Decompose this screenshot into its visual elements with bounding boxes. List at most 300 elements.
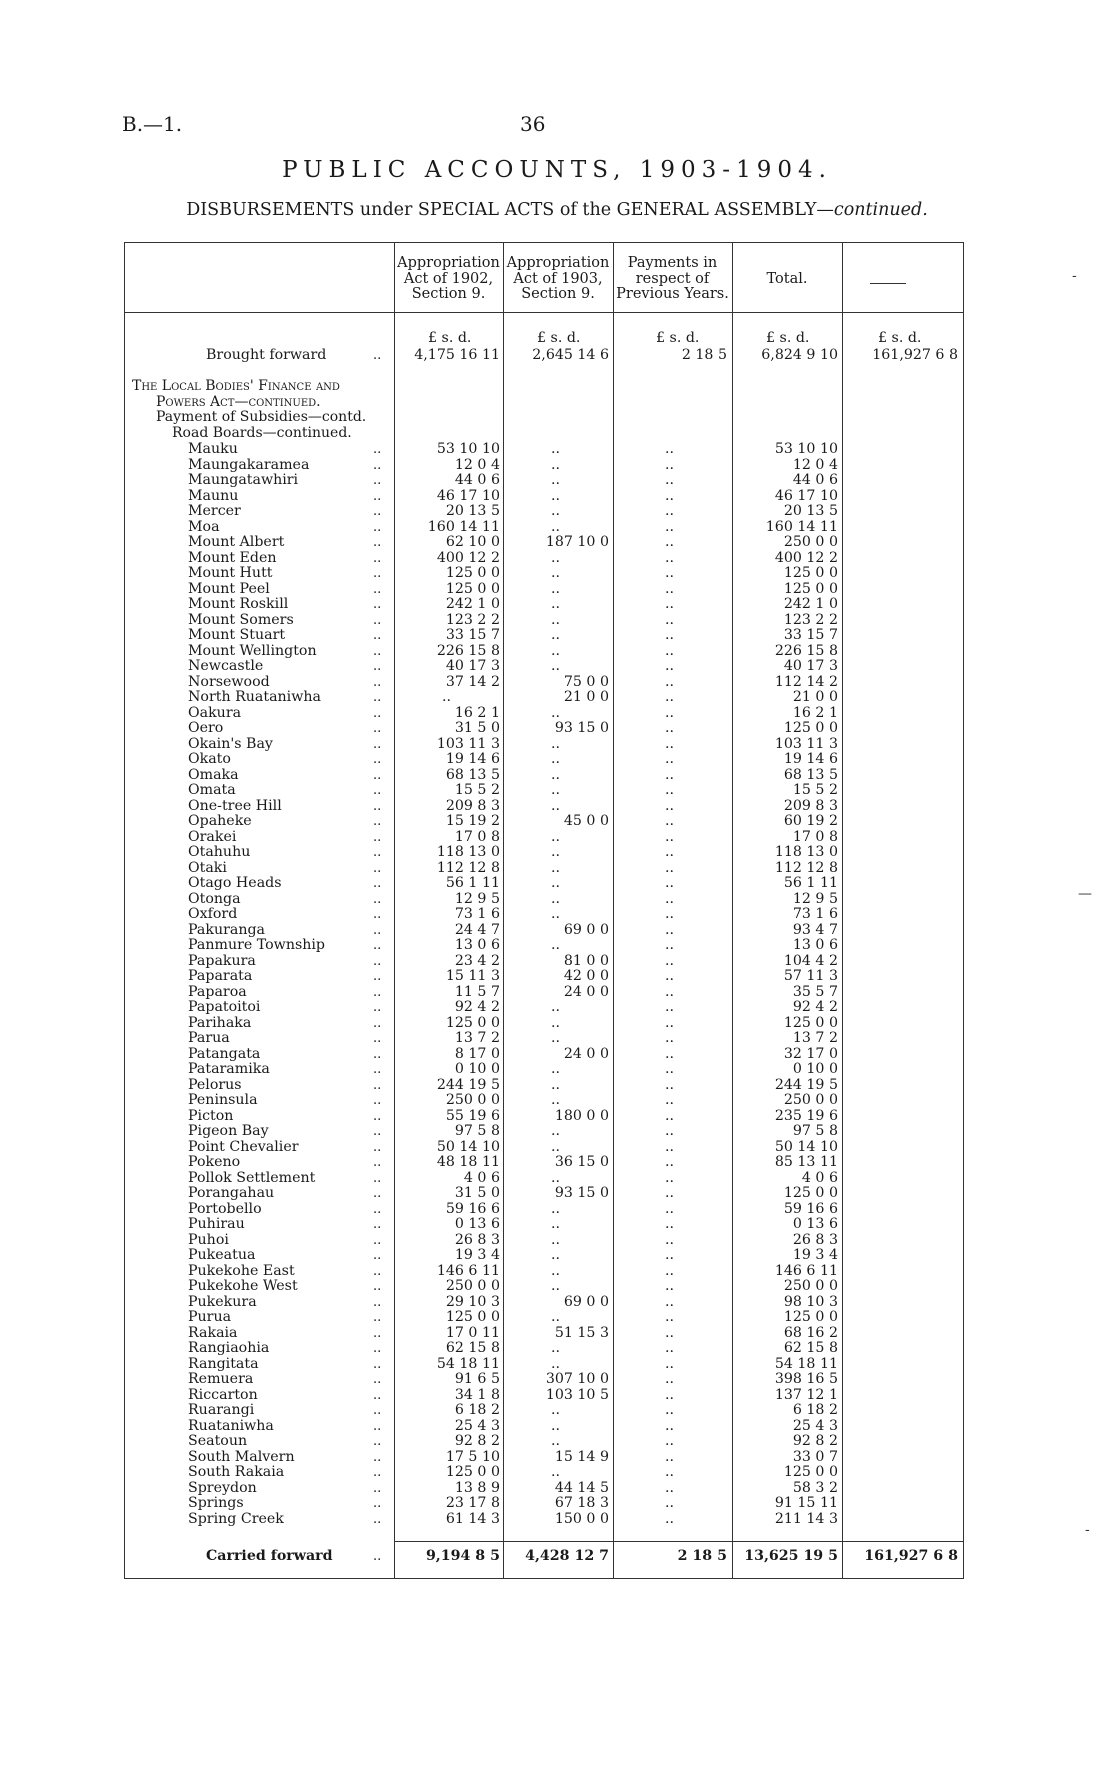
cell-total: 46 17 10 xyxy=(774,487,838,504)
leader-dots: .. xyxy=(373,752,382,767)
cell-a1902: 12 9 5 xyxy=(454,890,500,907)
cell-prev: .. xyxy=(665,828,675,845)
leader-dots: .. xyxy=(373,550,382,566)
cell-a1902: 12 0 4 xyxy=(454,456,500,473)
cell-prev: .. xyxy=(665,1479,675,1496)
cell-a1902: 118 13 0 xyxy=(436,844,500,860)
row-name: Purua xyxy=(188,1309,232,1325)
leader-dots: .. xyxy=(373,907,382,922)
cell-a1903: 93 15 0 xyxy=(554,1185,609,1201)
cell-total: 97 5 8 xyxy=(792,1123,838,1139)
cell-a1903: .. xyxy=(551,766,561,783)
cell-a1903: .. xyxy=(551,1433,561,1449)
row-name: Pukeatua xyxy=(188,1247,256,1263)
cell-total: 16 2 1 xyxy=(792,704,838,721)
cell-a1902: 68 13 5 xyxy=(445,766,500,783)
cell-a1903: .. xyxy=(551,441,561,457)
row-name: Pigeon Bay xyxy=(188,1123,269,1139)
cell-a1903: 180 0 0 xyxy=(554,1107,609,1124)
leader-dots: .. xyxy=(373,1263,382,1279)
subtitle-italic: continued. xyxy=(833,200,928,220)
carried-forward-grand: 161,927 6 8 xyxy=(864,1548,958,1564)
brought-forward-total: 6,824 9 10 xyxy=(761,347,838,363)
carried-forward-a1903: 4,428 12 7 xyxy=(525,1548,609,1564)
cell-prev: .. xyxy=(665,1061,675,1077)
cell-total: 242 1 0 xyxy=(783,596,838,612)
leader-dots: .. xyxy=(373,1387,382,1403)
cell-a1902: 31 5 0 xyxy=(454,1185,500,1201)
leader-dots: .. xyxy=(373,1093,382,1108)
subtitle-main: DISBURSEMENTS under SPECIAL ACTS of the GENERAL ASSEMBLY— xyxy=(186,200,834,220)
cell-a1902: 13 7 2 xyxy=(454,1030,500,1046)
leader-dots: .. xyxy=(373,783,382,798)
leader-dots: .. xyxy=(373,581,382,597)
cell-prev: .. xyxy=(665,952,675,969)
cell-prev: .. xyxy=(665,456,675,473)
page-code: B.—1. xyxy=(122,112,183,136)
leader-dots: .. xyxy=(373,814,382,829)
cell-a1903: .. xyxy=(551,1123,561,1139)
section-line2: Powers Act—continued. xyxy=(156,393,321,410)
cell-prev: .. xyxy=(665,689,675,705)
leader-dots: .. xyxy=(373,845,382,860)
carried-top-rule xyxy=(394,1541,964,1542)
cell-total: 20 13 5 xyxy=(783,503,838,519)
cell-prev: .. xyxy=(665,1324,675,1341)
cell-a1903: .. xyxy=(551,1402,561,1418)
cell-a1903: 187 10 0 xyxy=(545,534,609,550)
leader-dots: .. xyxy=(373,690,382,705)
cell-a1902: 23 17 8 xyxy=(445,1495,500,1511)
cell-a1902: 25 4 3 xyxy=(454,1417,500,1434)
cell-prev: .. xyxy=(665,1293,675,1310)
cell-prev: .. xyxy=(665,1092,675,1108)
cell-prev: .. xyxy=(665,999,675,1015)
cell-a1903: .. xyxy=(551,1216,561,1232)
cell-prev: .. xyxy=(665,1076,675,1093)
col-divider xyxy=(963,243,964,1578)
row-name: Mercer xyxy=(188,503,241,519)
cell-a1903: .. xyxy=(551,906,561,922)
row-name: Portobello xyxy=(188,1200,262,1217)
cell-prev: .. xyxy=(665,1262,675,1279)
cell-a1902: 19 14 6 xyxy=(445,751,500,767)
cell-a1902: 46 17 10 xyxy=(436,487,500,504)
cell-prev: .. xyxy=(665,937,675,953)
cell-prev: .. xyxy=(665,1216,675,1232)
col-divider xyxy=(732,243,733,1578)
cell-a1902: 29 10 3 xyxy=(445,1293,500,1310)
cell-a1902: 103 11 3 xyxy=(436,735,500,752)
cell-total: 58 3 2 xyxy=(792,1479,838,1496)
leader-dots: .. xyxy=(373,1434,382,1449)
cell-total: 125 0 0 xyxy=(783,580,838,597)
cell-a1903: .. xyxy=(551,658,561,674)
cell-total: 33 0 7 xyxy=(792,1448,838,1465)
row-name: Spreydon xyxy=(188,1479,257,1496)
row-name: Otago Heads xyxy=(188,875,282,891)
cell-a1902: 112 12 8 xyxy=(436,859,500,876)
cell-total: 13 7 2 xyxy=(792,1030,838,1046)
leader-dots: .. xyxy=(373,1000,382,1015)
cell-a1902: 17 0 11 xyxy=(445,1324,500,1341)
cell-a1903: .. xyxy=(551,456,561,473)
row-name: Remuera xyxy=(188,1371,254,1387)
cell-a1903: .. xyxy=(551,1247,561,1263)
cell-prev: .. xyxy=(665,565,675,581)
row-name: Moa xyxy=(188,518,220,535)
leader-dots: .. xyxy=(373,504,382,519)
cell-prev: .. xyxy=(665,1510,675,1527)
cell-a1902: 125 0 0 xyxy=(445,565,500,581)
cell-a1903: .. xyxy=(551,472,561,488)
cell-total: 160 14 11 xyxy=(765,518,838,535)
col-divider xyxy=(613,243,614,1578)
cell-a1902: 62 15 8 xyxy=(445,1340,500,1356)
row-name: Parua xyxy=(188,1030,230,1046)
cell-a1903: .. xyxy=(551,518,561,535)
cell-prev: .. xyxy=(665,704,675,721)
cell-total: 68 13 5 xyxy=(783,766,838,783)
cell-prev: .. xyxy=(665,735,675,752)
leader-dots: .. xyxy=(373,1217,382,1232)
cell-a1902: 400 12 2 xyxy=(436,549,500,566)
cell-a1902: 62 10 0 xyxy=(445,534,500,550)
cell-total: 398 16 5 xyxy=(774,1371,838,1387)
cell-total: 125 0 0 xyxy=(783,1014,838,1031)
cell-a1903: .. xyxy=(551,580,561,597)
cell-total: 12 0 4 xyxy=(792,456,838,473)
cell-a1903: .. xyxy=(551,1464,561,1480)
cell-total: 4 0 6 xyxy=(801,1169,838,1186)
cell-a1903: .. xyxy=(551,1169,561,1186)
cell-total: 125 0 0 xyxy=(783,1185,838,1201)
row-name: Norsewood xyxy=(188,673,270,690)
cell-a1903: .. xyxy=(551,1278,561,1294)
cell-total: 112 12 8 xyxy=(774,859,838,876)
leader-dots: .. xyxy=(373,1325,382,1341)
cell-a1903: .. xyxy=(551,1014,561,1031)
row-name: Porangahau xyxy=(188,1185,275,1201)
cell-prev: .. xyxy=(665,611,675,628)
cell-a1903: .. xyxy=(551,937,561,953)
row-name: Pukekohe West xyxy=(188,1278,298,1294)
leader-dots: .. xyxy=(373,1170,382,1186)
cell-total: 211 14 3 xyxy=(774,1510,838,1527)
cell-prev: .. xyxy=(665,890,675,907)
leader-dots: .. xyxy=(373,1201,382,1217)
cell-a1903: .. xyxy=(551,735,561,752)
cell-a1903: 45 0 0 xyxy=(563,813,609,829)
brought-forward-dots: .. xyxy=(373,348,382,363)
cell-a1903: 75 0 0 xyxy=(563,673,609,690)
cell-total: 56 1 11 xyxy=(783,875,838,891)
cell-total: 15 5 2 xyxy=(792,782,838,798)
leader-dots: .. xyxy=(373,860,382,876)
cell-prev: .. xyxy=(665,766,675,783)
row-name: Omaka xyxy=(188,766,239,783)
row-name: Pukekohe East xyxy=(188,1262,295,1279)
cell-a1902: 11 5 7 xyxy=(454,983,500,1000)
brought-forward-prev: 2 18 5 xyxy=(681,347,727,363)
cell-total: 123 2 2 xyxy=(783,611,838,628)
leader-dots: .. xyxy=(373,1279,382,1294)
leader-dots: .. xyxy=(373,473,382,488)
row-name: Peninsula xyxy=(188,1092,258,1108)
leader-dots: .. xyxy=(373,1372,382,1387)
brought-forward-grand: 161,927 6 8 xyxy=(872,347,958,363)
cell-a1902: 40 17 3 xyxy=(445,658,500,674)
cell-a1902: 125 0 0 xyxy=(445,1309,500,1325)
cell-prev: .. xyxy=(665,844,675,860)
cell-a1902: 17 0 8 xyxy=(454,828,500,845)
cell-prev: .. xyxy=(665,1123,675,1139)
cell-a1902: 54 18 11 xyxy=(436,1355,500,1372)
cell-a1902: 44 0 6 xyxy=(454,472,500,488)
cell-prev: .. xyxy=(665,1386,675,1403)
cell-total: 57 11 3 xyxy=(783,968,838,984)
units-col1: £ s. d. xyxy=(428,330,472,346)
cell-a1903: .. xyxy=(551,890,561,907)
row-name: Paparata xyxy=(188,968,253,984)
row-name: Ruataniwha xyxy=(188,1417,274,1434)
cell-prev: .. xyxy=(665,534,675,550)
cell-a1903: .. xyxy=(551,549,561,566)
row-name: Papakura xyxy=(188,952,256,969)
cell-total: 12 9 5 xyxy=(792,890,838,907)
leader-dots: .. xyxy=(373,736,382,752)
cell-total: 73 1 6 xyxy=(792,906,838,922)
cell-a1902: 13 0 6 xyxy=(454,937,500,953)
cell-a1902: 34 1 8 xyxy=(454,1386,500,1403)
row-name: Panmure Township xyxy=(188,937,326,953)
cell-total: 0 10 0 xyxy=(792,1061,838,1077)
cell-a1903: .. xyxy=(551,565,561,581)
leader-dots: .. xyxy=(373,457,382,473)
cell-total: 400 12 2 xyxy=(774,549,838,566)
leader-dots: .. xyxy=(373,1511,382,1527)
leader-dots: .. xyxy=(373,659,382,674)
cell-prev: .. xyxy=(665,1169,675,1186)
row-name: South Malvern xyxy=(188,1448,295,1465)
cell-prev: .. xyxy=(665,782,675,798)
cell-a1903: .. xyxy=(551,1138,561,1155)
cell-a1903: 69 0 0 xyxy=(563,1293,609,1310)
cell-prev: .. xyxy=(665,983,675,1000)
cell-total: 35 5 7 xyxy=(792,983,838,1000)
carried-forward-prev: 2 18 5 xyxy=(677,1548,727,1564)
row-name: Mount Peel xyxy=(188,580,270,597)
cell-total: 146 6 11 xyxy=(774,1262,838,1279)
cell-total: 250 0 0 xyxy=(783,534,838,550)
cell-a1902: 15 5 2 xyxy=(454,782,500,798)
cell-prev: .. xyxy=(665,580,675,597)
brought-forward-a1903: 2,645 14 6 xyxy=(532,347,609,363)
cell-total: 50 14 10 xyxy=(774,1138,838,1155)
leader-dots: .. xyxy=(373,953,382,969)
col-divider xyxy=(124,243,125,1578)
cell-prev: .. xyxy=(665,1138,675,1155)
cell-a1902: 19 3 4 xyxy=(454,1247,500,1263)
cell-a1903: 81 0 0 xyxy=(563,952,609,969)
cell-prev: .. xyxy=(665,1185,675,1201)
row-name: Mount Somers xyxy=(188,611,294,628)
leader-dots: .. xyxy=(373,519,382,535)
cell-a1902: 53 10 10 xyxy=(436,441,500,457)
cell-total: 44 0 6 xyxy=(792,472,838,488)
cell-prev: .. xyxy=(665,642,675,659)
leader-dots: .. xyxy=(373,566,382,581)
leader-dots: .. xyxy=(373,1155,382,1170)
leader-dots: .. xyxy=(373,488,382,504)
cell-total: 19 3 4 xyxy=(792,1247,838,1263)
cell-total: 118 13 0 xyxy=(774,844,838,860)
cell-total: 68 16 2 xyxy=(783,1324,838,1341)
leader-dots: .. xyxy=(373,1480,382,1496)
cell-a1903: 21 0 0 xyxy=(563,689,609,705)
row-name: Oakura xyxy=(188,704,242,721)
cell-prev: .. xyxy=(665,751,675,767)
leader-dots: .. xyxy=(373,969,382,984)
cell-total: 244 19 5 xyxy=(774,1076,838,1093)
cell-a1903: .. xyxy=(551,797,561,814)
cell-a1903: .. xyxy=(551,1061,561,1077)
units-col2: £ s. d. xyxy=(537,330,581,346)
row-name: Springs xyxy=(188,1495,244,1511)
cell-a1903: .. xyxy=(551,1200,561,1217)
leader-dots: .. xyxy=(373,1465,382,1480)
cell-a1903: 42 0 0 xyxy=(563,968,609,984)
units-col4: £ s. d. xyxy=(766,330,810,346)
row-name: Okato xyxy=(188,751,231,767)
colhead-blank-dash xyxy=(870,283,906,284)
section-line4: Road Boards—continued. xyxy=(172,424,352,441)
cell-total: 54 18 11 xyxy=(774,1355,838,1372)
cell-a1902: 16 2 1 xyxy=(454,704,500,721)
cell-a1903: .. xyxy=(551,875,561,891)
cell-a1902: 33 15 7 xyxy=(445,627,500,643)
row-name: Otonga xyxy=(188,890,241,907)
cell-total: 6 18 2 xyxy=(792,1402,838,1418)
cell-a1902: 146 6 11 xyxy=(436,1262,500,1279)
leader-dots: .. xyxy=(373,535,382,550)
cell-a1903: .. xyxy=(551,642,561,659)
row-name: Maunu xyxy=(188,487,239,504)
leader-dots: .. xyxy=(373,1186,382,1201)
row-name: Oero xyxy=(188,720,224,736)
colhead-act-1902: Appropriation Act of 1902, Section 9. xyxy=(397,255,500,302)
row-name: Mount Eden xyxy=(188,549,277,566)
leader-dots: .. xyxy=(373,1015,382,1031)
cell-total: 209 8 3 xyxy=(783,797,838,814)
cell-a1902: 125 0 0 xyxy=(445,580,500,597)
cell-prev: .. xyxy=(665,658,675,674)
cell-a1903: .. xyxy=(551,782,561,798)
carried-forward-label: Carried forward xyxy=(206,1548,333,1564)
row-name: Point Chevalier xyxy=(188,1138,299,1155)
cell-a1902: 48 18 11 xyxy=(436,1154,500,1170)
cell-prev: .. xyxy=(665,1154,675,1170)
cell-a1902: 59 16 6 xyxy=(445,1200,500,1217)
cell-total: 104 4 2 xyxy=(783,952,838,969)
row-name: Newcastle xyxy=(188,658,264,674)
row-name: Mount Stuart xyxy=(188,627,286,643)
cell-a1902: 125 0 0 xyxy=(445,1014,500,1031)
cell-total: 92 8 2 xyxy=(792,1433,838,1449)
cell-prev: .. xyxy=(665,1402,675,1418)
cell-prev: .. xyxy=(665,1464,675,1480)
leader-dots: .. xyxy=(373,721,382,736)
cell-total: 13 0 6 xyxy=(792,937,838,953)
cell-a1903: .. xyxy=(551,704,561,721)
section-line1: The Local Bodies' Finance and xyxy=(132,378,340,394)
colhead-act-1903: Appropriation Act of 1903, Section 9. xyxy=(506,255,610,302)
cell-total: 19 14 6 xyxy=(783,751,838,767)
cell-total: 103 11 3 xyxy=(774,735,838,752)
cell-a1903: .. xyxy=(551,1417,561,1434)
leader-dots: .. xyxy=(373,705,382,721)
cell-prev: .. xyxy=(665,968,675,984)
leader-dots: .. xyxy=(373,829,382,845)
row-name: Okain's Bay xyxy=(188,735,273,752)
cell-a1902: 226 15 8 xyxy=(436,642,500,659)
cell-a1902: 92 4 2 xyxy=(454,999,500,1015)
cell-a1902: 26 8 3 xyxy=(454,1231,500,1248)
leader-dots: .. xyxy=(373,674,382,690)
cell-prev: .. xyxy=(665,596,675,612)
leader-dots: .. xyxy=(373,1232,382,1248)
cell-a1903: 24 0 0 xyxy=(563,983,609,1000)
row-name: Pokeno xyxy=(188,1154,241,1170)
cell-a1902: 123 2 2 xyxy=(445,611,500,628)
row-name: Ruarangi xyxy=(188,1402,255,1418)
cell-prev: .. xyxy=(665,797,675,814)
cell-a1902: 20 13 5 xyxy=(445,503,500,519)
section-line3: Payment of Subsidies—contd. xyxy=(156,409,367,426)
cell-total: 250 0 0 xyxy=(783,1092,838,1108)
row-name: Oxford xyxy=(188,906,238,922)
leader-dots: .. xyxy=(373,938,382,953)
row-name: Riccarton xyxy=(188,1386,258,1403)
leader-dots: .. xyxy=(373,922,382,938)
cell-prev: .. xyxy=(665,906,675,922)
leader-dots: .. xyxy=(373,1124,382,1139)
cell-a1902: 250 0 0 xyxy=(445,1092,500,1108)
margin-mark: - xyxy=(1085,1522,1090,1538)
cell-total: 93 4 7 xyxy=(792,921,838,938)
cell-total: 62 15 8 xyxy=(783,1340,838,1356)
section-heading xyxy=(132,379,366,441)
row-name: Opaheke xyxy=(188,813,252,829)
margin-mark: - xyxy=(1072,268,1077,284)
cell-a1902: 244 19 5 xyxy=(436,1076,500,1093)
cell-prev: .. xyxy=(665,1495,675,1511)
cell-a1903: .. xyxy=(551,1076,561,1093)
leader-dots: .. xyxy=(373,612,382,628)
cell-prev: .. xyxy=(665,1433,675,1449)
cell-prev: .. xyxy=(665,487,675,504)
row-name: Rangiaohia xyxy=(188,1340,270,1356)
cell-prev: .. xyxy=(665,673,675,690)
cell-prev: .. xyxy=(665,875,675,891)
cell-a1902: 15 11 3 xyxy=(445,968,500,984)
row-name: Maungatawhiri xyxy=(188,472,299,488)
cell-total: 25 4 3 xyxy=(792,1417,838,1434)
cell-prev: .. xyxy=(665,1107,675,1124)
row-name: Papatoitoi xyxy=(188,999,261,1015)
cell-a1903: .. xyxy=(551,1092,561,1108)
cell-a1903: .. xyxy=(551,503,561,519)
